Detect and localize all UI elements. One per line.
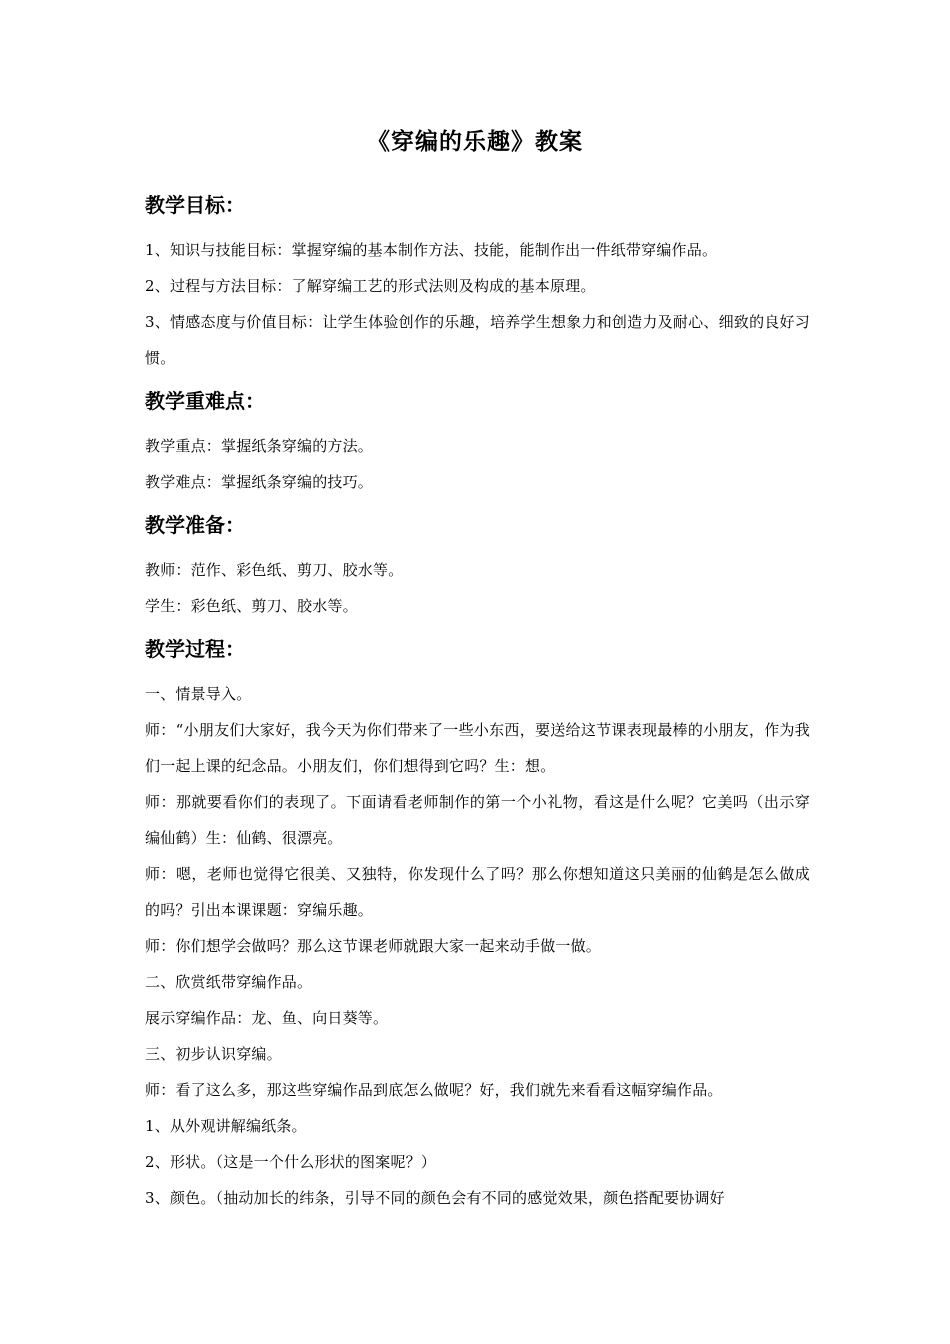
- process-item: 二、欣赏纸带穿编作品。: [145, 973, 313, 991]
- key-point-item: 教学难点：掌握纸条穿编的技巧。: [145, 473, 374, 491]
- section-heading-process: 教学过程：: [145, 637, 245, 661]
- document-body: [145, 190, 810, 1216]
- key-point-item: 教学重点：掌握纸条穿编的方法。: [145, 437, 374, 455]
- section-heading-objectives: 教学目标：: [145, 193, 245, 217]
- section-heading-preparation: 教学准备：: [145, 513, 245, 537]
- section-preparation: [145, 510, 810, 624]
- process-item: 师：看了这么多，那这些穿编作品到底怎么做呢？好，我们就先来看看这幅穿编作品。: [145, 1081, 723, 1099]
- process-item: 师：那就要看你们的表现了。下面请看老师制作的第一个小礼物，看这是什么呢？它美吗（出示穿编仙鹤）生：仙鹤、很漂亮。: [145, 793, 810, 847]
- preparation-item: 教师：范作、彩色纸、剪刀、胶水等。: [145, 561, 404, 579]
- section-key-points: [145, 386, 810, 500]
- process-item: 师：嗯，老师也觉得它很美、又独特，你发现什么了吗？那么你想知道这只美丽的仙鹤是怎么做成的吗？引出本课课题：穿编乐趣。: [145, 865, 810, 919]
- process-item: 3、颜色。（抽动加长的纬条，引导不同的颜色会有不同的感觉效果，颜色搭配要协调好: [145, 1189, 725, 1207]
- process-item: 师：“小朋友们大家好，我今天为你们带来了一些小东西，要送给这节课表现最棒的小朋友，作为我们一起上课的纪念品。小朋友们，你们想得到它吗？生：想。: [145, 721, 810, 775]
- document-title: 《穿编的乐趣》教案: [367, 128, 583, 155]
- section-process: [145, 634, 810, 1216]
- objective-item: 3、情感态度与价值目标：让学生体验创作的乐趣，培养学生想象力和创造力及耐心、细致的良好习惯。: [145, 313, 810, 367]
- objective-item: 1、知识与技能目标：掌握穿编的基本制作方法、技能，能制作出一件纸带穿编作品。: [145, 241, 718, 259]
- section-heading-key-points: 教学重难点：: [145, 389, 265, 413]
- process-item: 2、形状。（这是一个什么形状的图案呢？）: [145, 1153, 437, 1171]
- preparation-item: 学生：彩色纸、剪刀、胶水等。: [145, 597, 358, 615]
- process-item: 一、情景导入。: [145, 685, 252, 703]
- process-item: 师：你们想学会做吗？那么这节课老师就跟大家一起来动手做一做。: [145, 937, 602, 955]
- process-item: 展示穿编作品：龙、鱼、向日葵等。: [145, 1009, 389, 1027]
- section-objectives: [145, 190, 810, 376]
- process-item: 1、从外观讲解编纸条。: [145, 1117, 307, 1135]
- objective-item: 2、过程与方法目标：了解穿编工艺的形式法则及构成的基本原理。: [145, 277, 596, 295]
- process-item: 三、初步认识穿编。: [145, 1045, 282, 1063]
